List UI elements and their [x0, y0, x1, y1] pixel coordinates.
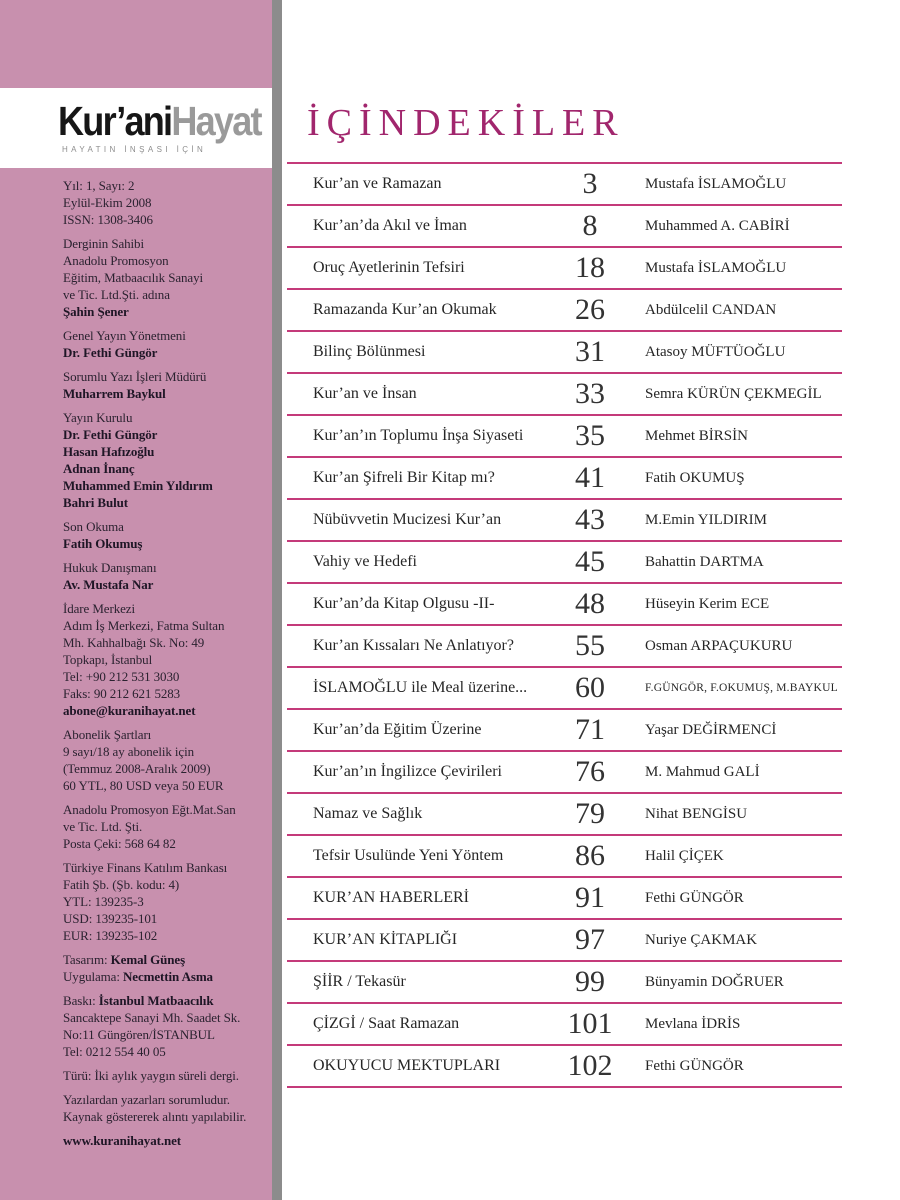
toc-row	[287, 836, 842, 878]
masthead-line	[63, 818, 269, 835]
masthead-line	[63, 235, 269, 252]
author-name: Osman ARPAÇUKURU	[645, 637, 793, 654]
masthead-text: Abonelik Şartları	[63, 727, 152, 742]
toc-row	[287, 374, 842, 416]
author-name: Atasoy MÜFTÜOĞLU	[645, 343, 786, 360]
masthead-text: Derginin Sahibi	[63, 236, 144, 251]
page-number: 55	[575, 629, 605, 662]
author-name: Fethi GÜNGÖR	[645, 889, 744, 906]
masthead-line	[63, 668, 269, 685]
masthead-block	[63, 801, 269, 852]
article-title: Nübüvvetin Mucizesi Kur’an	[313, 511, 502, 528]
article-title: Kur’an ve Ramazan	[313, 175, 442, 192]
article-title: ÇİZGİ / Saat Ramazan	[313, 1015, 460, 1032]
masthead-text: ve Tic. Ltd.Şti. adına	[63, 287, 170, 302]
masthead-line	[63, 617, 269, 634]
masthead-line	[63, 1091, 269, 1108]
masthead-text: İdare Merkezi	[63, 601, 135, 616]
masthead-text: Posta Çeki: 568 64 82	[63, 836, 176, 851]
toc-row	[287, 164, 842, 206]
masthead-line	[63, 1108, 269, 1125]
toc-row	[287, 500, 842, 542]
masthead-name: Dr. Fethi Güngör	[63, 427, 158, 442]
masthead-line	[63, 368, 269, 385]
masthead-block	[63, 600, 269, 719]
article-title: Kur’an’ın İngilizce Çevirileri	[313, 763, 502, 780]
masthead-line	[63, 801, 269, 818]
masthead-text: 9 sayı/18 ay abonelik için	[63, 744, 194, 759]
page-number: 101	[567, 1007, 613, 1040]
masthead-sidebar	[0, 0, 272, 1200]
article-title: KUR’AN KİTAPLIĞI	[313, 931, 458, 948]
author-name: Nihat BENGİSU	[645, 805, 748, 822]
masthead-text: Anadolu Promosyon	[63, 253, 169, 268]
masthead-block	[63, 1067, 269, 1084]
toc-row	[287, 1004, 842, 1046]
masthead-text: Tel: +90 212 531 3030	[63, 669, 180, 684]
masthead-block	[63, 409, 269, 511]
page-number: 97	[575, 923, 605, 956]
masthead-line	[63, 460, 269, 477]
article-title: Kur’an’ın Toplumu İnşa Siyaseti	[313, 427, 524, 444]
author-name: Semra KÜRÜN ÇEKMEGİL	[645, 385, 822, 402]
masthead-block	[63, 951, 269, 985]
masthead-text: Mh. Kahhalbağı Sk. No: 49	[63, 635, 205, 650]
page-number: 102	[567, 1049, 613, 1082]
masthead-text: Yayın Kurulu	[63, 410, 133, 425]
toc-row	[287, 920, 842, 962]
masthead-text: Anadolu Promosyon Eğt.Mat.San	[63, 802, 236, 817]
masthead-text: Genel Yayın Yönetmeni	[63, 328, 186, 343]
toc-row	[287, 794, 842, 836]
masthead-name: Kemal Güneş	[110, 952, 186, 967]
toc-row	[287, 290, 842, 332]
author-name: Fatih OKUMUŞ	[645, 469, 745, 486]
logo-hayat: Hayat	[171, 98, 261, 144]
masthead-line	[63, 327, 269, 344]
masthead-line	[63, 211, 269, 228]
masthead-name: Adnan İnanç	[63, 461, 135, 476]
author-name: M.Emin YILDIRIM	[645, 511, 767, 528]
logo-tagline: HAYATIN İNŞASI İÇİN	[62, 145, 207, 154]
article-title: İSLAMOĞLU ile Meal üzerine...	[313, 679, 528, 696]
masthead-text: Son Okuma	[63, 519, 124, 534]
article-title: ŞİİR / Tekasür	[313, 973, 406, 990]
author-name: Mehmet BİRSİN	[645, 427, 748, 444]
masthead-name: Fatih Okumuş	[63, 536, 143, 551]
masthead-line	[63, 344, 269, 361]
author-name: Bahattin DARTMA	[645, 553, 764, 570]
author-name: Halil ÇİÇEK	[645, 847, 724, 864]
masthead-line	[63, 777, 269, 794]
toc-row	[287, 962, 842, 1004]
article-title: Vahiy ve Hedefi	[313, 553, 417, 570]
masthead-block	[63, 726, 269, 794]
masthead-block	[63, 518, 269, 552]
masthead-line	[63, 385, 269, 402]
toc-row	[287, 458, 842, 500]
article-title: Tefsir Usulünde Yeni Yöntem	[313, 847, 504, 864]
toc-row	[287, 668, 842, 710]
masthead-text: ISSN: 1308-3406	[63, 212, 153, 227]
author-name: M. Mahmud GALİ	[645, 763, 760, 780]
masthead-line	[63, 968, 269, 985]
masthead-name: Şahin Şener	[63, 304, 129, 319]
page-number: 41	[575, 461, 605, 494]
masthead-line	[63, 1067, 269, 1084]
masthead-block	[63, 235, 269, 320]
masthead-line	[63, 194, 269, 211]
masthead-block	[63, 859, 269, 944]
masthead-text: 60 YTL, 80 USD veya 50 EUR	[63, 778, 224, 793]
magazine-logo	[58, 98, 261, 145]
masthead-line	[63, 992, 269, 1009]
page-number: 45	[575, 545, 605, 578]
author-name: Fethi GÜNGÖR	[645, 1057, 744, 1074]
masthead-text: Türü: İki aylık yaygın süreli dergi.	[63, 1068, 239, 1083]
page-number: 18	[575, 251, 605, 284]
masthead-line	[63, 685, 269, 702]
masthead-text: Kaynak göstererek alıntı yapılabilir.	[63, 1109, 247, 1124]
masthead-line	[63, 1043, 269, 1060]
article-title: Kur’an’da Kitap Olgusu -II-	[313, 595, 495, 612]
masthead-block	[63, 1091, 269, 1125]
masthead-line	[63, 177, 269, 194]
masthead-block	[63, 368, 269, 402]
article-title: Kur’an’da Akıl ve İman	[313, 217, 467, 234]
masthead-line	[63, 651, 269, 668]
toc-row	[287, 206, 842, 248]
toc-row	[287, 332, 842, 374]
masthead-text: Eğitim, Matbaacılık Sanayi	[63, 270, 204, 285]
masthead-text: Topkapı, İstanbul	[63, 652, 153, 667]
masthead-text: Tasarım:	[63, 952, 111, 967]
toc-row	[287, 542, 842, 584]
masthead-block	[63, 177, 269, 228]
page-number: 43	[575, 503, 605, 536]
toc-row	[287, 584, 842, 626]
page-number: 79	[575, 797, 605, 830]
masthead-line	[63, 426, 269, 443]
masthead-line	[63, 252, 269, 269]
author-name: Nuriye ÇAKMAK	[645, 931, 758, 948]
masthead-text: Uygulama:	[63, 969, 124, 984]
masthead-line	[63, 576, 269, 593]
masthead-line	[63, 1009, 269, 1026]
author-name: Abdülcelil CANDAN	[645, 301, 777, 318]
masthead-line	[63, 910, 269, 927]
masthead-name: Dr. Fethi Güngör	[63, 345, 158, 360]
masthead-name: Muharrem Baykul	[63, 386, 166, 401]
toc-row	[287, 626, 842, 668]
page-number: 3	[582, 167, 598, 200]
page-number: 33	[575, 377, 605, 410]
masthead-text: ve Tic. Ltd. Şti.	[63, 819, 143, 834]
masthead-text: Adım İş Merkezi, Fatma Sultan	[63, 618, 225, 633]
masthead-line	[63, 835, 269, 852]
masthead-text: Türkiye Finans Katılım Bankası	[63, 860, 228, 875]
page-number: 86	[575, 839, 605, 872]
masthead-text: Fatih Şb. (Şb. kodu: 4)	[63, 877, 180, 892]
page-number: 99	[575, 965, 605, 998]
author-name: Hüseyin Kerim ECE	[645, 595, 770, 612]
masthead-name: abone@kuranihayat.net	[63, 703, 196, 718]
article-title: Oruç Ayetlerinin Tefsiri	[313, 259, 465, 276]
masthead-line	[63, 876, 269, 893]
masthead-line	[63, 760, 269, 777]
masthead-line	[63, 303, 269, 320]
page-number: 26	[575, 293, 605, 326]
page-number: 60	[575, 671, 605, 704]
logo-band	[0, 88, 272, 168]
masthead-line	[63, 477, 269, 494]
masthead-line	[63, 927, 269, 944]
masthead-line	[63, 951, 269, 968]
toc-row	[287, 752, 842, 794]
masthead-block	[63, 327, 269, 361]
masthead-text: Hukuk Danışmanı	[63, 560, 157, 575]
logo-kurani: Kur’ani	[58, 98, 172, 144]
page-number: 76	[575, 755, 605, 788]
author-name: F.GÜNGÖR, F.OKUMUŞ, M.BAYKUL	[645, 682, 838, 694]
masthead-line	[63, 702, 269, 719]
article-title: Bilinç Bölünmesi	[313, 343, 426, 360]
page-number: 91	[575, 881, 605, 914]
masthead-text: USD: 139235-101	[63, 911, 158, 926]
masthead-line	[63, 634, 269, 651]
page-number: 35	[575, 419, 605, 452]
masthead-name: www.kuranihayat.net	[63, 1133, 182, 1148]
article-title: Kur’an Kıssaları Ne Anlatıyor?	[313, 637, 514, 654]
masthead-name: Av. Mustafa Nar	[63, 577, 154, 592]
article-title: Kur’an’da Eğitim Üzerine	[313, 721, 482, 738]
masthead-text: Yıl: 1, Sayı: 2	[63, 178, 135, 193]
author-name: Mevlana İDRİS	[645, 1015, 741, 1032]
masthead-line	[63, 1132, 269, 1149]
article-title: Kur’an ve İnsan	[313, 385, 417, 402]
masthead-text: (Temmuz 2008-Aralık 2009)	[63, 761, 211, 776]
article-title: Kur’an Şifreli Bir Kitap mı?	[313, 469, 495, 486]
masthead-line	[63, 743, 269, 760]
author-name: Muhammed A. CABİRİ	[645, 217, 790, 234]
masthead-info	[63, 177, 269, 1156]
masthead-line	[63, 494, 269, 511]
masthead-line	[63, 726, 269, 743]
masthead-name: Muhammed Emin Yıldırım	[63, 478, 213, 493]
masthead-text: Yazılardan yazarları sorumludur.	[63, 1092, 230, 1107]
masthead-block	[63, 1132, 269, 1149]
masthead-line	[63, 893, 269, 910]
masthead-line	[63, 443, 269, 460]
page-number: 8	[582, 209, 598, 242]
author-name: Yaşar DEĞİRMENCİ	[645, 721, 777, 738]
toc-row	[287, 416, 842, 458]
toc-row	[287, 878, 842, 920]
masthead-text: Eylül-Ekim 2008	[63, 195, 152, 210]
author-name: Mustafa İSLAMOĞLU	[645, 175, 787, 192]
masthead-text: EUR: 139235-102	[63, 928, 158, 943]
masthead-name: İstanbul Matbaacılık	[98, 993, 214, 1008]
masthead-block	[63, 559, 269, 593]
masthead-line	[63, 559, 269, 576]
masthead-text: Baskı:	[63, 993, 99, 1008]
masthead-line	[63, 269, 269, 286]
article-title: Ramazanda Kur’an Okumak	[313, 301, 497, 318]
masthead-line	[63, 286, 269, 303]
masthead-name: Necmettin Asma	[123, 969, 213, 984]
masthead-name: Hasan Hafızoğlu	[63, 444, 155, 459]
toc-row	[287, 248, 842, 290]
author-name: Bünyamin DOĞRUER	[645, 973, 784, 990]
masthead-name: Bahri Bulut	[63, 495, 129, 510]
masthead-text: Faks: 90 212 621 5283	[63, 686, 181, 701]
toc-row	[287, 1046, 842, 1088]
masthead-text: Tel: 0212 554 40 05	[63, 1044, 166, 1059]
masthead-line	[63, 1026, 269, 1043]
contents-heading: İÇİNDEKİLER	[307, 102, 625, 144]
article-title: Namaz ve Sağlık	[313, 805, 423, 822]
masthead-text: Sancaktepe Sanayi Mh. Saadet Sk.	[63, 1010, 241, 1025]
author-name: Mustafa İSLAMOĞLU	[645, 259, 787, 276]
page-number: 71	[575, 713, 605, 746]
page-number: 31	[575, 335, 605, 368]
toc-row	[287, 710, 842, 752]
article-title: KUR’AN HABERLERİ	[313, 889, 469, 906]
article-title: OKUYUCU MEKTUPLARI	[313, 1057, 501, 1074]
contents-area	[282, 0, 900, 1200]
vertical-divider	[272, 0, 282, 1200]
masthead-line	[63, 859, 269, 876]
masthead-block	[63, 992, 269, 1060]
masthead-text: No:11 Güngören/İSTANBUL	[63, 1027, 215, 1042]
masthead-text: YTL: 139235-3	[63, 894, 144, 909]
masthead-text: Sorumlu Yazı İşleri Müdürü	[63, 369, 207, 384]
masthead-line	[63, 409, 269, 426]
contents-table	[287, 162, 842, 1088]
masthead-line	[63, 600, 269, 617]
masthead-line	[63, 535, 269, 552]
page-number: 48	[575, 587, 605, 620]
masthead-line	[63, 518, 269, 535]
